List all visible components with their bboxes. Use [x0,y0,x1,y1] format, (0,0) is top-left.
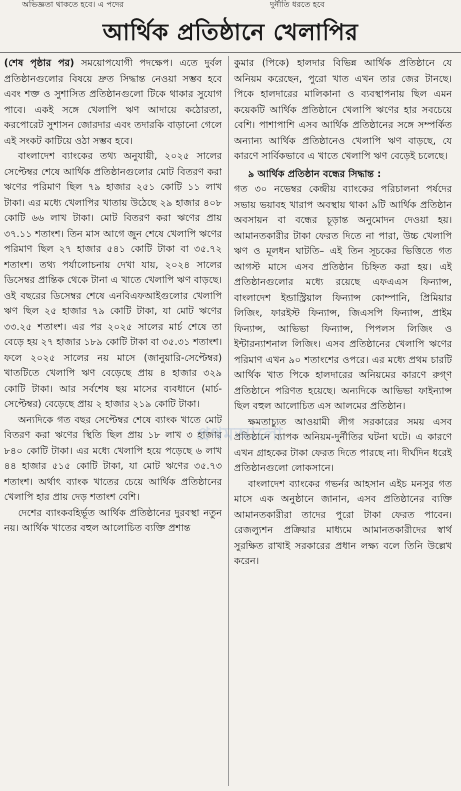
column-divider [228,56,229,786]
headline-rule [0,52,461,53]
previous-article-fragment-left: অভিজ্ঞতা থাকতে হবে। এ পদের [22,0,124,9]
continuation-marker: (শেষ পৃষ্ঠার পর) [4,58,75,69]
previous-article-strip [0,0,461,14]
right-paragraph-2: গত ৩০ নভেম্বর কেন্দ্রীয় ব্যাংকের পরিচালনা পর্ষদের সভায় ভয়াবহ খারাপ অবস্থায় থাকা ৯টি আর্থিক প্রতিষ্ঠান অবসায়ন বা বন্ধের চূড়ান্ত অনুমোদন দেওয়া হয়। আমানতকারীর টাকা ফেরত দিতে না পারা, উচ্চ খেলাপি ঋণ ও মূলধন ঘাটতি– এই তিন সূচকের ভিত্তিতে গত আগস্ট মাসে এসব প্রতিষ্ঠান চিহ্নিত করা হয়। এই প্রতিষ্ঠানগুলোর মধ্যে রয়েছে এফএএস ফিন্যান্স, বাংলাদেশ ইন্ডাস্ট্রিয়াল ফিন্যান্স কোম্পানি, প্রিমিয়ার লিজিং, ফারইস্ট ফিন্যান্স, জিএসপি ফিন্যান্স, প্রাইম ফিন্যান্স, আভিভা ফিন্যান্স, পিপলস লিজিং ও ইন্টারন্যাশনাল লিজিং। এসব প্রতিষ্ঠানের খেলাপি ঋণের পরিমাণ এখন ৯০ শতাংশের ওপরে। এর মধ্যে প্রথম চারটি আর্থিক খাত পিকে হালদারের অনিয়মের কারণে রুগ্ণ প্রতিষ্ঠানে পরিণত হয়েছে। অন্যদিকে আভিভা ফাইন্যান্স ছিল বহুল আলোচিত এস আলমের প্রতিষ্ঠান। [234,184,452,412]
newspaper-watermark: প্রথমআলো [196,424,284,445]
left-column [4,56,222,791]
right-column [234,56,452,791]
left-paragraph-1-text: সময়োপযোগী পদক্ষেপ। এতে দুর্বল প্রতিষ্ঠানগুলোর বিষয়ে দ্রুত সিদ্ধান্ত নেওয়া সম্ভব হবে এবং শক্ত ও সুশাসিত প্রতিষ্ঠানগুলো টিকে থাকার সুযোগ পাবে। একই সঙ্গে খেলাপি ঋণ আদায়ে কঠোরতা, করপোরেট সুশাসন জোরদার এবং তদারকি বাড়ানো গেলে এই সংকট কাটিয়ে ওঠা সম্ভব হবে। [4,58,222,147]
left-paragraph-3: অন্যদিকে গত বছর সেপ্টেম্বর শেষে ব্যাংক খাতে মোট বিতরণ করা ঋণের স্থিতি ছিল প্রায় ১৮ লাখ ৩ হাজার ৮৪০ কোটি টাকা। এর মধ্যে খেলাপি হয়ে পড়েছে ৬ লাখ ৪৪ হাজার ৫১৫ কোটি টাকা, যা মোট ঋণের ৩৫.৭৩ শতাংশ। অর্থাৎ ব্যাংক খাতের চেয়ে আর্থিক প্রতিষ্ঠানের খেলাপি হার প্রায় দেড় শতাংশ বেশি। [4,414,222,503]
right-paragraph-4: বাংলাদেশ ব্যাংকের গভর্নর আহসান এইচ মনসুর গত মাসে এক অনুষ্ঠানে জানান, এসব প্রতিষ্ঠানের ব্যক্তি আমানতকারীরা তাদের পুরো টাকা ফেরত পাবেন। রেজল্যুশন প্রক্রিয়ার মাধ্যমে আমানতকারীদের স্বার্থ সুরক্ষিত রাখাই সরকারের প্রধান লক্ষ্য বলে তিনি উল্লেখ করেন। [234,478,452,567]
left-paragraph-1 [4,56,222,149]
right-paragraph-3: ক্ষমতাচ্যুত আওয়ামী লীগ সরকারের সময় এসব প্রতিষ্ঠানে ব্যাপক অনিয়ম-দুর্নীতির ঘটনা ঘটে। এ কারণে এখন গ্রাহকের টাকা ফেরত দিতে পারছে না। দীর্ঘদিন ধরেই প্রতিষ্ঠানগুলো লোকসানে। [234,416,452,474]
article-headline: আর্থিক প্রতিষ্ঠানে খেলাপির [102,19,359,46]
left-paragraph-2: বাংলাদেশ ব্যাংকের তথ্য অনুযায়ী, ২০২৫ সালের সেপ্টেম্বর শেষে আর্থিক প্রতিষ্ঠানগুলোর মোট বিতরণ করা ঋণের পরিমাণ ছিল ৭৯ হাজার ২৫১ কোটি ১১ লাখ টাকা। এর মধ্যে খেলাপির খাতায় উঠেছে ২৯ হাজার ৪০৮ কোটি ৬৬ লাখ টাকা। মোট বিতরণ করা ঋণের প্রায় ৩৭.১১ শতাংশ। তিন মাস আগে জুন শেষে খেলাপি ঋণের পরিমাণ ছিল ২৭ হাজার ৫৪১ কোটি টাকা বা ৩৫.৭২ শতাংশ। তথ্য পর্যালোচনায় দেখা যায়, ২০২৪ সালের ডিসেম্বর প্রান্তিক থেকে টানা এ খাতে খেলাপি ঋণ বাড়ছে। ওই বছরের ডিসেম্বর শেষে এনবিএফআইগুলোর খেলাপি ঋণ ছিল ২৫ হাজার ৭৯ কোটি টাকা, যা মোট ঋণের ৩৩.২৫ শতাংশ। এর পর ২০২৫ সালের মার্চ শেষে তা বেড়ে হয় ২৭ হাজার ১৮৯ কোটি টাকা বা ৩৫.৩১ শতাংশ। ফলে ২০২৫ সালের নয় মাসে (জানুয়ারি-সেপ্টেম্বর) খাতটিতে খেলাপি ঋণ বেড়েছে প্রায় ৪ হাজার ৩২৯ কোটি টাকা। আর সর্বশেষ ছয় মাসের ব্যবধানে (মার্চ-সেপ্টেম্বর) বেড়েছে প্রায় ২ হাজার ২১৯ কোটি টাকা। [4,151,222,410]
right-paragraph-1: কুমার (পিকে) হালদার বিভিন্ন আর্থিক প্রতিষ্ঠানে যে অনিয়ম করেছেন, পুরো খাত এখন তার জের টানছে। পিকে হালদারের মালিকানা ও ব্যবস্থাপনায় ছিল এমন কয়েকটি আর্থিক প্রতিষ্ঠানে খেলাপি ঋণের হার সবচেয়ে বেশি। পাশাপাশি এসব আর্থিক প্রতিষ্ঠানের সঙ্গে সম্পর্কিত অন্যান্য আর্থিক প্রতিষ্ঠানেও খেলাপি ঋণ বাড়ছে, যে কারণে সার্বিকভাবে এ খাতে খেলাপি ঋণ বেড়েই চলেছে। [234,58,452,162]
left-paragraph-4: দেশের ব্যাংকবহির্ভূত আর্থিক প্রতিষ্ঠানের দুরবস্থা নতুন নয়। আর্থিক খাতের বহুল আলোচিত ব্যক্তি প্রশান্ত [4,507,222,534]
section-subheading: ৯ আর্থিক প্রতিষ্ঠান বন্ধের সিদ্ধান্ত : [248,168,382,180]
previous-article-fragment-right: দুর্নীতি ধরতে হবে [270,0,325,9]
